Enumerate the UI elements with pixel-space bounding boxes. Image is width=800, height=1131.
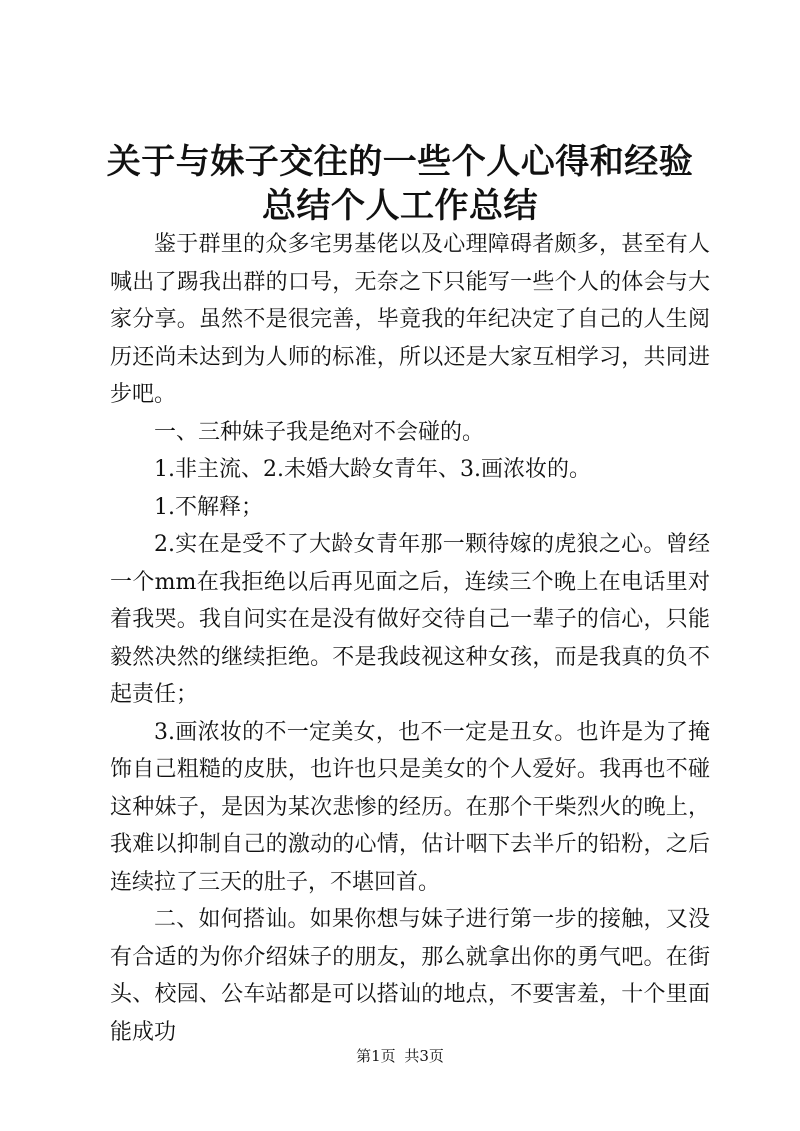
page-number: 第1页 bbox=[356, 1047, 396, 1065]
document-title: 关于与妹子交往的一些个人心得和经验总结个人工作总结 bbox=[106, 142, 694, 226]
paragraph-point-two: 2.实在是受不了大龄女青年那一颗待嫁的虎狼之心。曾经一个mm在我拒绝以后再见面之后，连续三个晚上在电话里对着我哭。我自问实在是没有做好交待自己一辈子的信心，只能毅然决然的继续拒绝。不是我歧视这种女孩，而是我真的负不起责任； bbox=[110, 532, 710, 707]
page-footer bbox=[0, 1046, 800, 1066]
paragraph-section-two: 二、如何搭讪。如果你想与妹子进行第一步的接触，又没有合适的为你介绍妹子的朋友，那么就拿出你的勇气吧。在街头、校园、公车站都是可以搭讪的地点，不要害羞，十个里面能成功 bbox=[110, 907, 710, 1045]
paragraph-point-three: 3.画浓妆的不一定美女，也不一定是丑女。也许是为了掩饰自己粗糙的皮肤，也许也只是美女的个人爱好。我再也不碰这种妹子，是因为某次悲惨的经历。在那个干柴烈火的晚上，我难以抑制自己的激动的心情，估计咽下去半斤的铅粉，之后连续拉了三天的肚子，不堪回首。 bbox=[110, 719, 710, 895]
paragraph-section-one-heading: 一、三种妹子我是绝对不会碰的。 bbox=[154, 419, 485, 445]
paragraph-three-types: 1.非主流、2.未婚大龄女青年、3.画浓妆的。 bbox=[154, 457, 591, 482]
document-body bbox=[110, 226, 710, 1051]
page-total: 共3页 bbox=[404, 1047, 444, 1065]
paragraph-intro: 鉴于群里的众多宅男基佬以及心理障碍者颇多，甚至有人喊出了踢我出群的口号，无奈之下只能写一些个人的体会与大家分享。虽然不是很完善，毕竟我的年纪决定了自己的人生阅历还尚未达到为人师的标准，所以还是大家互相学习，共同进步吧。 bbox=[110, 232, 710, 407]
paragraph-point-one: 1.不解释； bbox=[154, 494, 263, 520]
